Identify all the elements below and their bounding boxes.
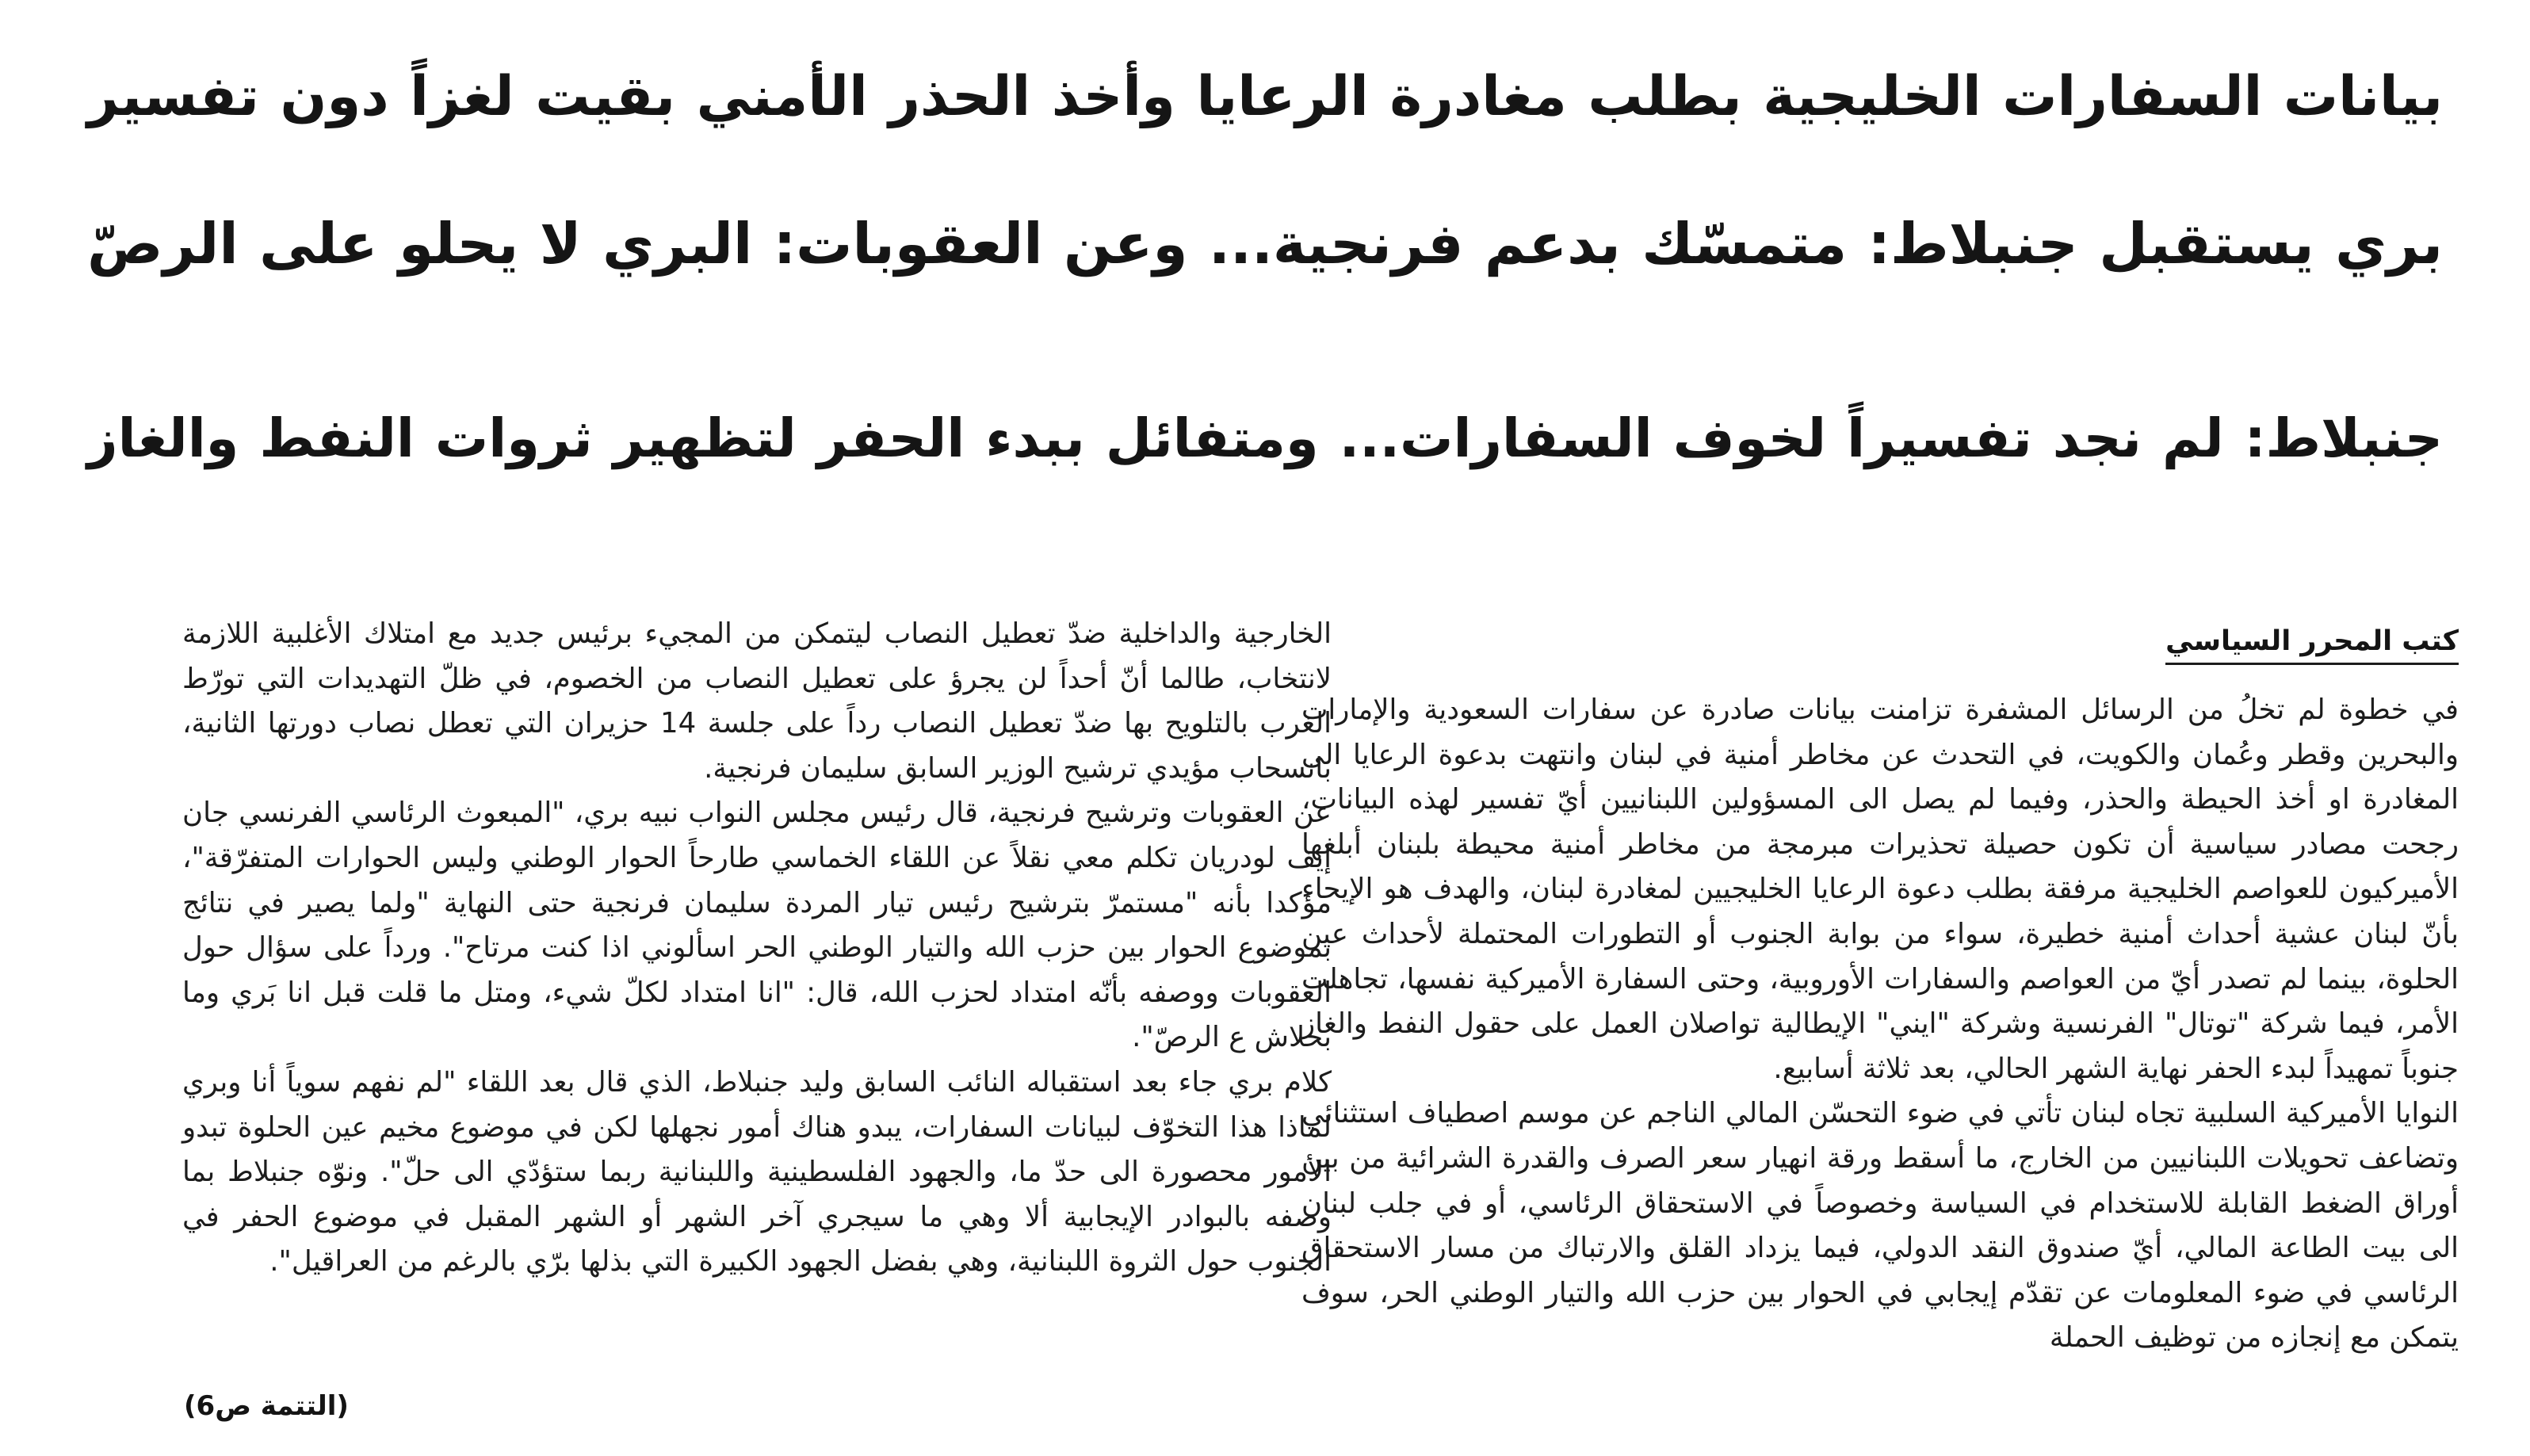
right-article-column xyxy=(1301,688,2459,1361)
paragraph: النوايا الأميركية السلبية تجاه لبنان تأتي في ضوء التحسّن المالي الناجم عن موسم اصطياف استثنائي وتضاعف تحويلات اللبنانيين من الخارج، ما أسقط ورقة انهيار سعر الصرف والقدرة الشرائية من بين أوراق الضغط القابلة للاستخدام في السياسة وخصوصاً في الاستحقاق الرئاسي، أو في جلب لبنان الى بيت الطاعة المالي، أيّ صندوق النقد الدولي، فيما يزداد القلق والارتباك من مسار الاستحقاق الرئاسي في ضوء المعلومات عن تقدّم إيجابي في الحوار بين حزب الله والتيار الوطني الحر، سوف يتمكن مع إنجازه من توظيف الحملة xyxy=(1301,1097,2459,1355)
paragraph: في خطوة لم تخلُ من الرسائل المشفرة تزامنت بيانات صادرة عن سفارات السعودية والإمارات والبحرين وقطر وعُمان والكويت، في التحدث عن مخاطر أمنية في لبنان وانتهت بدعوة الرعايا الى المغادرة او أخذ الحيطة والحذر، وفيما لم يصل الى المسؤولين اللبنانيين أيّ تفسير لهذه البيانات، رجحت مصادر سياسية أن تكون حصيلة تحذيرات مبرمجة من مخاطر أمنية محيطة بلبنان أبلغها الأميركيون للعواصم الخليجية مرفقة بطلب دعوة الرعايا الخليجيين لمغادرة لبنان، والهدف هو الإيحاء بأنّ لبنان عشية أحداث أمنية خطيرة، سواء من بوابة الجنوب أو التطورات المحتملة لأحداث عين الحلوة، بينما لم تصدر أيّ من العواصم والسفارات الأوروبية، وحتى السفارة الأميركية نفسها، تجاهلت الأمر، فيما شركة "توتال" الفرنسية وشركة "ايني" الإيطالية تواصلان العمل على حقول النفط والغاز جنوباً تمهيداً لبدء الحفر نهاية الشهر الحالي، بعد ثلاثة أسابيع. xyxy=(1301,694,2459,1085)
paragraph: الخارجية والداخلية ضدّ تعطيل النصاب ليتمكن من المجيء برئيس جديد مع امتلاك الأغلبية اللازمة لانتخاب، طالما أنّ أحداً لن يجرؤ على تعطيل النصاب من الخصوم، في ظلّ التهديدات التي تورّط الغرب بالتلويح بها ضدّ تعطيل النصاب رداً على جلسة 14 حزيران التي تعطل نصاب دورتها الثانية، بانسحاب مؤيدي ترشيح الوزير السابق سليمان فرنجية. xyxy=(182,617,1332,785)
sub-headline: جنبلاط: لم نجد تفسيراً لخوف السفارات... ومتفائل ببدء الحفر لتظهير ثروات النفط والغاز xyxy=(87,407,2443,469)
kicker-headline: بيانات السفارات الخليجية بطلب مغادرة الرعايا وأخذ الحذر الأمني بقيت لغزاً دون تفسير xyxy=(87,65,2443,128)
left-article-column xyxy=(182,612,1332,1285)
continued-note: (التتمة ص6) xyxy=(184,1390,349,1422)
paragraph: عن العقوبات وترشيح فرنجية، قال رئيس مجلس النواب نبيه بري، "المبعوث الرئاسي الفرنسي جان إيف لودريان تكلم معي نقلاً عن اللقاء الخماسي طارحاً الحوار الوطني وليس الحوارات المتفرّقة"، مؤكدا بأنه "مستمرّ بترشيح رئيس تيار المردة سليمان فرنجية حتى النهاية "ولما يصير في نتائج بموضوع الحوار بين حزب الله والتيار الوطني الحر اسألوني اذا كنت مرتاح". ورداً على سؤال حول العقوبات ووصفه بأنّه امتداد لحزب الله، قال: "انا امتداد لكلّ شيء، ومتل ما قلت قبل انا بَري وما بحلاش ع الرصّ". xyxy=(182,797,1332,1054)
byline: كتب المحرر السياسي xyxy=(2165,625,2459,665)
paragraph: كلام بري جاء بعد استقباله النائب السابق وليد جنبلاط، الذي قال بعد اللقاء "لم نفهم سوياً أنا وبري لماذا هذا التخوّف لبيانات السفارات، يبدو هناك أمور نجهلها لكن في موضوع مخيم عين الحلوة تبدو الأمور محصورة الى حدّ ما، والجهود الفلسطينية واللبنانية ربما ستؤدّي الى حلّ". ونوّه جنبلاط بما وصفه بالبوادر الإيجابية ألا وهي ما سيجري آخر الشهر أو الشهر المقبل في موضوع الحفر في الجنوب حول الثروة اللبنانية، وهي بفضل الجهود الكبيرة التي بذلها برّي بالرغم من العراقيل". xyxy=(182,1065,1332,1278)
main-headline: بري يستقبل جنبلاط: متمسّك بدعم فرنجية... وعن العقوبات: البري لا يحلو على الرصّ xyxy=(87,211,2443,277)
